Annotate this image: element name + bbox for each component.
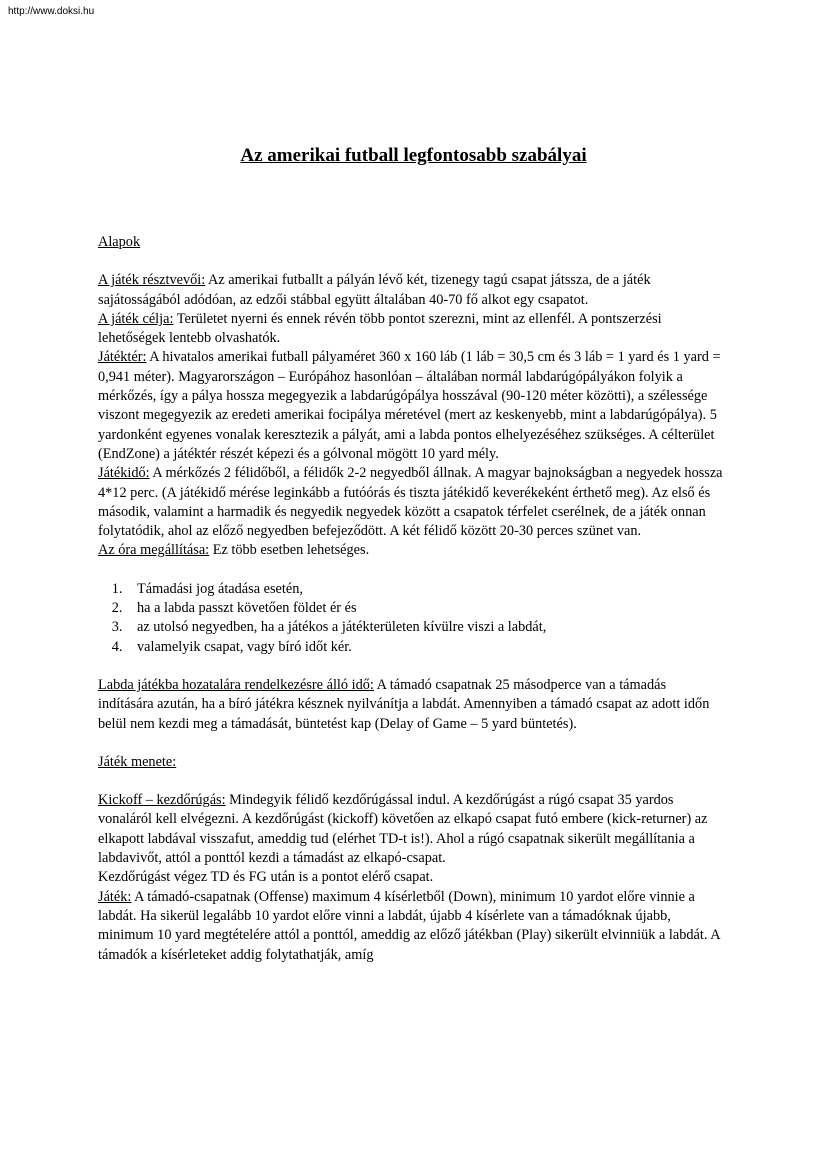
paragraph-clock-stop — [98, 541, 723, 560]
source-url: http://www.doksi.hu — [8, 6, 95, 17]
paragraph-text: Mindegyik félidő kezdőrúgással indul. A kezdőrúgást a rúgó csapat 35 yardos vonaláról kell elvégezni. A kezdőrúgást (kickoff) követően az elkapó csapat futó embere (kick-returner) az elkapott labdával visszafut, ameddig tud (elérhet TD-t is!). Ahol a rúgó csapatnak sikerült megállítania a labdavivőt, attól a ponttól kezdi a támadást az elkapó-csapat. — [98, 792, 708, 867]
paragraph-text: Az amerikai futballt a pályán lévő két, tizenegy tagú csapat játssza, de a játék sajátosságából adódóan, az edzői stábbal együtt általában 40-70 fő alkot egy csapatot. — [98, 272, 651, 308]
paragraph-text: A támadó-csapatnak (Offense) maximum 4 kísérletből (Down), minimum 10 yardot előre vinnie a labdát. Ha sikerül legalább 10 yardot előre vinni a labdát, újabb 4 kísérlete van a támadóknak újabb, minimum 10 yard megtételére attól a ponttól, ameddig az előző játékban (Play) sikerült elvinniük a labdát. A támadók a kísérleteket addig folytathatják, amíg — [98, 888, 720, 963]
document-body — [98, 233, 723, 965]
paragraph-text: Területet nyerni és ennek révén több pontot szerezni, mint az ellenfél. A pontszerzési lehetőségek lentebb olvashatók. — [98, 310, 662, 347]
term-label: Játéktér: — [98, 349, 147, 366]
paragraph-playtime — [98, 464, 723, 541]
list-item: 2. ha a labda passzt követően földet ér és — [126, 599, 723, 618]
section-heading-alapok: Alapok — [98, 234, 141, 250]
term-label: A játék résztvevői: — [98, 272, 206, 289]
clock-stop-list — [98, 580, 723, 657]
term-label: Játékidő: — [98, 465, 150, 482]
paragraph-kickoff — [98, 791, 723, 868]
paragraph-field — [98, 348, 723, 464]
term-label: Az óra megállítása: — [98, 542, 210, 559]
paragraph-play — [98, 888, 723, 965]
paragraph-participants — [98, 271, 723, 310]
page-title: Az amerikai futball legfontosabb szabályai — [240, 145, 587, 166]
term-label: A játék célja: — [98, 310, 174, 327]
section-heading-game-flow: Játék menete: — [98, 753, 177, 770]
list-item: 3. az utolsó negyedben, ha a játékos a játékterületen kívülre viszi a labdát, — [126, 618, 723, 637]
paragraph-kickoff-note: Kezdőrúgást végez TD és FG után is a pontot elérő csapat. — [98, 869, 434, 886]
paragraph-goal — [98, 310, 723, 349]
paragraph-text: A támadó csapatnak 25 másodperce van a támadás indítására azután, ha a bíró játékra késznek nyilvánítja a labdát. Amennyiben a támadó csapat az adott időn belül nem kezdi meg a támadását, büntetést kap (Delay of Game – 5 yard büntetés). — [98, 676, 710, 732]
list-item: 4. valamelyik csapat, vagy bíró időt kér. — [126, 638, 723, 657]
paragraph-text: A hivatalos amerikai futball pályaméret 360 x 160 láb (1 láb = 30,5 cm és 3 láb = 1 yard és 1 yard = 0,941 méter). Magyarországon – Európához hasonlóan – általában normál labdarúgópályákon folyik a mérkőzés, így a pálya hossza megegyezik a labdarúgópálya hosszával (90-120 méter közötti), a szélessége viszont megegyezik az eredeti amerikai focipálya méretével (mert az keskenyebb, mint a labdarúgópálya). 5 yardonként egyenes vonalak keresztezik a pályát, ami a labda pontos elhelyezéséhez szükséges. A célterület (EndZone) a játéktér részét képezi és a gólvonal mögött 10 yard mély. — [98, 349, 721, 462]
paragraph-play-clock — [98, 676, 723, 734]
paragraph-text: A mérkőzés 2 félidőből, a félidők 2-2 negyedből állnak. A magyar bajnokságban a negyedek hossza 4*12 perc. (A játékidő mérése leginkább a futóórás és tiszta játékidő keverékeként érthető meg). Az első és második, valamint a harmadik és negyedik negyedek között a csapatok térfelet cserélnek, de a játék onnan folytatódik, ahol az előző negyedben befejeződött. A két félidő között 20-30 perces szünet van. — [98, 465, 723, 540]
paragraph-text: Ez több esetben lehetséges. — [209, 542, 370, 559]
term-label: Labda játékba hozatalára rendelkezésre álló idő: — [98, 676, 374, 693]
list-item: 1. Támadási jog átadása esetén, — [126, 580, 723, 599]
term-label: Játék: — [98, 888, 132, 905]
term-label: Kickoff – kezdőrúgás: — [98, 792, 226, 809]
